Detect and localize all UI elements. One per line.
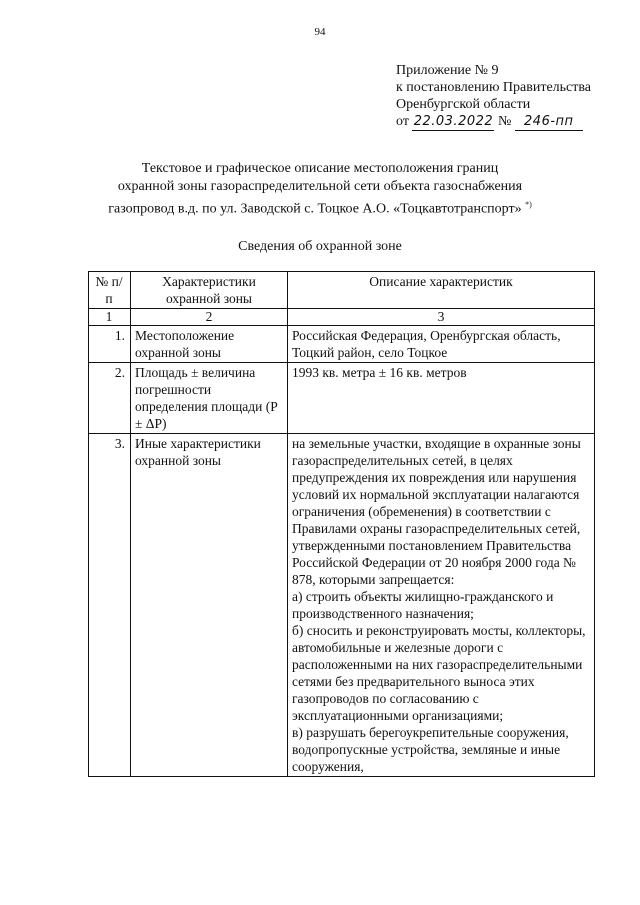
- section-heading: Сведения об охранной зоне: [238, 239, 402, 254]
- row-description: Российская Федерация, Оренбургская область, Тоцкий район, село Тоцкое: [288, 326, 595, 363]
- description-paragraph: б) сносить и реконструировать мосты, коллекторы, автомобильные и железные дороги с расположенными на них газораспределительными сетями без предварительного выноса этих газопроводов по согласованию с эксплуатационными организациями;: [292, 623, 586, 723]
- row-num: 2.: [89, 363, 131, 434]
- header-characteristics: Характеристики охранной зоны: [131, 272, 288, 309]
- row-characteristic: Иные характеристики охранной зоны: [131, 434, 288, 777]
- table-row: [89, 326, 595, 363]
- row-description: [288, 434, 595, 777]
- from-label: от: [396, 114, 409, 129]
- handwritten-number: 246-пп: [515, 113, 583, 131]
- description-paragraph: на земельные участки, входящие в охранные зоны газораспределительных сетей, в целях предупреждения их повреждения или нарушения условий их нормальной эксплуатации налагаются ограничения (обременения) в соответствии с Правилами охраны газораспределительных сетей, утвержденными постановлением Правительства Российской Федерации от 20 ноября 2000 года № 878, которыми запрещается:: [292, 436, 581, 587]
- appendix-region-line: Оренбургской области: [396, 97, 531, 112]
- description-paragraph: а) строить объекты жилищно-гражданского и производственного назначения;: [292, 589, 554, 621]
- appendix-decree-line: к постановлению Правительства: [396, 80, 592, 95]
- table-index-row: [89, 309, 595, 326]
- table-row: [89, 434, 595, 777]
- appendix-title: Приложение № 9: [396, 63, 499, 78]
- index-cell-3: 3: [288, 309, 595, 326]
- header-num: № п/п: [89, 272, 131, 309]
- index-cell-2: 2: [131, 309, 288, 326]
- title-line-2: охранной зоны газораспределительной сети объекта газоснабжения: [117, 179, 523, 194]
- row-num: 1.: [89, 326, 131, 363]
- description-paragraph: в) разрушать берегоукрепительные сооружения, водопропускные устройства, земляные и иные сооружения,: [292, 725, 569, 774]
- page-number: 94: [314, 26, 326, 38]
- title-line-3: газопровод в.д. по ул. Заводской с. Тоцкое А.О. «Тоцкавтотранспорт»: [108, 201, 522, 217]
- title-line-1: Текстовое и графическое описание местоположения границ: [141, 161, 499, 176]
- footnote-mark: *): [525, 200, 532, 209]
- appendix-date-number-line: [396, 113, 591, 131]
- handwritten-date: 22.03.2022: [413, 114, 494, 129]
- appendix-block: [396, 62, 591, 131]
- document-title: [0, 160, 640, 219]
- table-header-row: [89, 272, 595, 309]
- row-characteristic: Площадь ± величина погрешности определения площади (Р ± ΔР): [131, 363, 288, 434]
- index-cell-1: 1: [89, 309, 131, 326]
- title-line-3-wrapper: [0, 196, 640, 219]
- row-num: 3.: [89, 434, 131, 777]
- row-characteristic: Местоположение охранной зоны: [131, 326, 288, 363]
- table-row: [89, 363, 595, 434]
- row-description: 1993 кв. метра ± 16 кв. метров: [288, 363, 595, 434]
- number-sign: №: [497, 114, 512, 129]
- header-description: Описание характеристик: [288, 272, 595, 309]
- zone-info-table: [88, 271, 595, 777]
